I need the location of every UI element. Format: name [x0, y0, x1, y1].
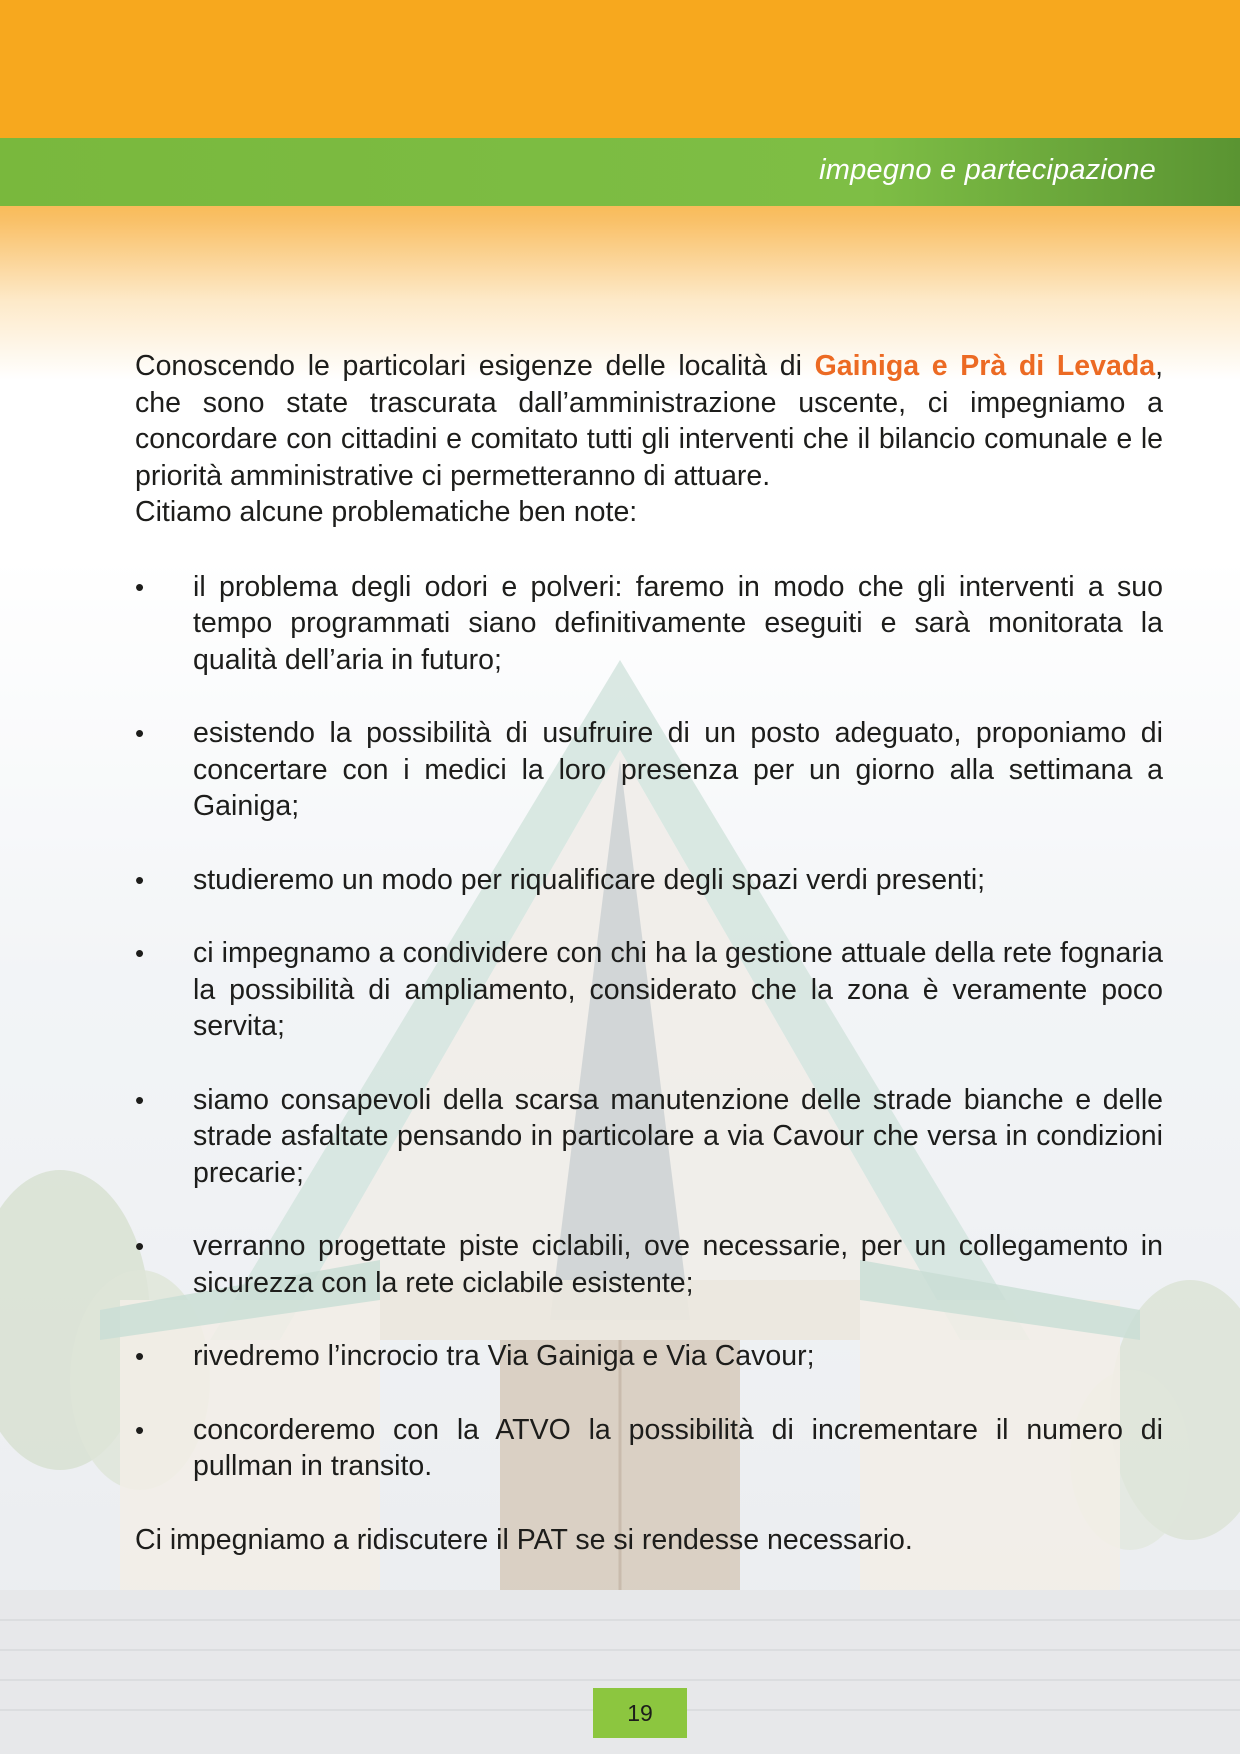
list-item: • ci impegnamo a condividere con chi ha la gestione attuale della rete fognaria la possibilità di ampliamento, considerato che la zona è veramente poco servita;: [135, 937, 1163, 1042]
section-title: impegno e partecipazione: [819, 154, 1156, 186]
closing-paragraph: Ci impegniamo a ridiscutere il PAT se si rendesse necessario.: [135, 1523, 913, 1556]
list-item: • studieremo un modo per riqualificare degli spazi verdi presenti;: [135, 862, 1163, 899]
list-item: • rivedremo l’incrocio tra Via Gainiga e Via Cavour;: [135, 1338, 1163, 1375]
page-number-label: 19: [627, 1699, 653, 1726]
list-item: • concorderemo con la ATVO la possibilità di incrementare il numero di pullman in transito.: [135, 1413, 1163, 1482]
bullet-icon: •: [135, 1341, 145, 1371]
page-number: [593, 1688, 687, 1738]
bullet-icon: •: [135, 1231, 145, 1261]
intro-lead: Conoscendo le particolari esigenze delle località di: [135, 350, 815, 382]
list-item: • esistendo la possibilità di usufruire di un posto adeguato, proponiamo di concertare con i medici la loro presenza per un giorno alla settimana a Gainiga;: [135, 717, 1163, 822]
list-item: • verranno progettate piste ciclabili, ove necessarie, per un collegamento in sicurezza con la rete ciclabile esistente;: [135, 1230, 1163, 1299]
locality-highlight: Gainiga e Prà di Levada: [814, 350, 1156, 382]
bullet-icon: •: [135, 864, 145, 895]
bullet-icon: •: [135, 938, 145, 968]
list-item: • siamo consapevoli della scarsa manutenzione delle strade bianche e delle strade asfaltate pensando in particolare a via Cavour che versa in condizioni precarie;: [135, 1083, 1163, 1189]
body-text: [135, 348, 1163, 1558]
list-item: • il problema degli odori e polveri: faremo in modo che gli interventi a suo tempo programmati siano definitivamente eseguiti e sarà monitorata la qualità dell’aria in futuro;: [135, 570, 1163, 676]
bullet-icon: •: [135, 718, 145, 748]
bullet-icon: •: [135, 1084, 145, 1115]
intro-rest: , che sono state trascurata dall’amministrazione uscente, ci impegniamo a concordare con cittadini e comitato tutti gli interventi che il bilancio comunale e le priorità amministrative ci permetteranno di attuare.: [135, 350, 1164, 492]
bullet-icon: •: [135, 1414, 145, 1445]
bullet-icon: •: [135, 571, 145, 602]
intro-paragraph: [135, 348, 1163, 494]
commitment-list: [135, 569, 1163, 1485]
list-intro: Citiamo alcune problematiche ben note:: [135, 496, 638, 528]
